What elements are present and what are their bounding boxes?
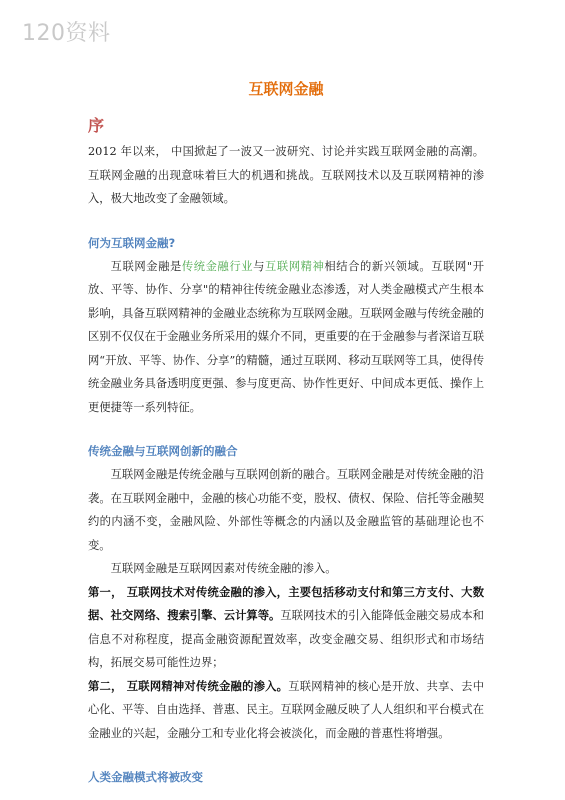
section-heading-model-change: 人类金融模式将被改变 [88,770,203,784]
preface-paragraph: 2012 年以来， 中国掀起了一波又一波研究、讨论并实践互联网金融的高潮。互联网金融的出现意味着巨大的机遇和挑战。互联网技术以及互联网精神的渗入，极大地改变了金融领域。 [88,145,484,205]
watermark: 120资料 [22,21,111,46]
link-traditional-finance[interactable]: 传统金融行业 [181,259,254,273]
document-page [88,78,484,789]
section-heading-fusion: 传统金融与互联网创新的融合 [88,444,238,458]
second-point-text: 互联网精神的核心是开放、共享、去中心化、平等、自由选择、普惠、民主。互联网金融反映了人人组织和平台模式在金融业的兴起，金融分工和专业化将会被淡化，而金融的普惠性将增强。 [88,679,484,740]
second-point-bold: 第二， 互联网精神对传统金融的渗入。 [88,678,289,693]
link-internet-spirit[interactable]: 互联网精神 [265,259,325,273]
first-point-paragraph [88,581,484,675]
preface-heading: 序 [88,116,105,135]
definition-text-b: 与 [253,259,266,273]
fusion-paragraph: 互联网金融是传统金融与互联网创新的融合。互联网金融是对传统金融的沿袭。在互联网金融中，金融的核心功能不变，股权、债权、保险、信托等金融契约的内涵不变，金融风险、外部性等概念的内涵以及金融监管的基础理论也不变。 [88,468,484,552]
infiltration-paragraph: 互联网金融是互联网因素对传统金融的渗入。 [110,562,337,575]
first-point-text: 互联网技术的引入能降低金融交易成本和信息不对称程度，提高金融资源配置效率，改变金融交易、组织形式和市场结构，拓展交易可能性边界； [88,609,484,669]
section-heading-what-is: 何为互联网金融? [88,235,176,250]
definition-text-c: 相结合的新兴领域。互联网"开放、平等、协作、分享"的精神往传统金融业态渗透，对人类金融模式产生根本影响，具备互联网精神的金融业态统称为互联网金融。互联网金融与传统金融的区别不仅仅在于金融业务所采用的媒介不同，更重要的在于金融参与者深谙互联网“开放、平等、协作、分享”的精髓，通过互联网、移动互联网等工具，使得传统金融业务具备透明度更强、参与度更高、协作性更好、中间成本更低、操作上更便捷等一系列特征。 [88,259,484,414]
first-point-bold: 第一， 互联网技术对传统金融的渗入，主要包括移动支付和第三方支付、大数据、社交网络、搜索引擎、云计算等。 [88,584,484,622]
document-title: 互联网金融 [248,80,324,98]
second-point-paragraph [88,675,484,746]
definition-text-a: 互联网金融是 [110,259,182,273]
definition-paragraph [88,255,484,420]
